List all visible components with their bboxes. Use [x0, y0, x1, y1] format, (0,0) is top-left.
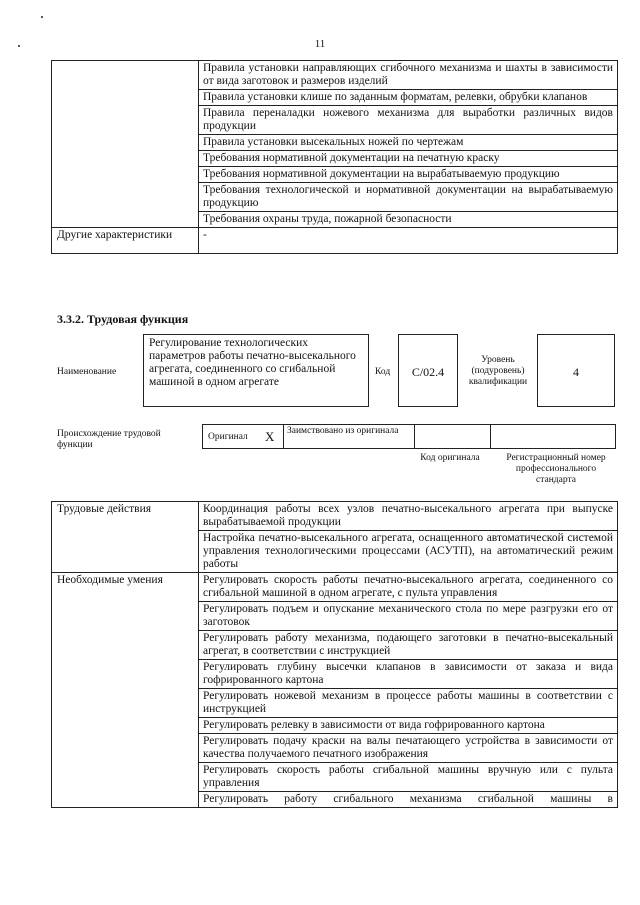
knowledge-item: Правила установки направляющих сгибочного механизма и шахты в зависимости от вида заготовок и размеров изделий [199, 61, 618, 90]
scan-speck [41, 16, 43, 18]
section-title: 3.3.2. Трудовая функция [57, 312, 189, 326]
knowledge-item: Требования нормативной документации на вырабатываемую продукцию [199, 167, 618, 183]
origin-label: Происхождение трудовой функции [57, 429, 161, 450]
knowledge-item: Требования нормативной документации на печатную краску [199, 151, 618, 167]
skill-item: Регулировать скорость работы печатно-высекального агрегата, соединенного со сгибальной машиной в одном агрегате, с пульта управления [199, 573, 618, 602]
skill-item: Регулировать ножевой механизм в процессе работы машины в соответствии с инструкцией [199, 689, 618, 718]
skill-item: Регулировать работу сгибального механизма сгибальной машины в [199, 792, 618, 808]
level-label: Уровень (подуровень) квалификации [468, 355, 528, 387]
reg-number-cell [490, 425, 615, 448]
level-box: 4 [537, 334, 615, 407]
labor-actions-label: Трудовые действия [52, 502, 199, 573]
borrowed-label: Заимствовано из оригинала [287, 426, 399, 436]
labor-function-table [51, 501, 618, 808]
name-label: Наименование [57, 367, 117, 377]
left-cell-empty [52, 61, 199, 228]
original-mark: X [265, 429, 275, 444]
skill-item: Регулировать работу механизма, подающего заготовки в печатно-высекальный агрегат, в соответствии с инструкцией [199, 631, 618, 660]
knowledge-item: Требования охраны труда, пожарной безопасности [199, 212, 618, 228]
table-row [52, 502, 618, 531]
labor-action-item: Координация работы всех узлов печатно-высекального агрегата при выпуске вырабатываемой продукции [199, 502, 618, 531]
skill-item: Регулировать подачу краски на валы печатающего устройства в зависимости от качества получаемого печатного изображения [199, 734, 618, 763]
skill-item: Регулировать скорость работы сгибальной машины вручную или с пульта управления [199, 763, 618, 792]
function-name-box: Регулирование технологических параметров работы печатно-высекального агрегата, соединенного со сгибальной машиной в одном агрегате [143, 334, 369, 407]
code-original-caption: Код оригинала [420, 453, 480, 463]
code-original-cell [414, 425, 490, 448]
knowledge-table [51, 60, 618, 254]
knowledge-item: Требования технологической и нормативной документации на вырабатываемую продукцию [199, 183, 618, 212]
reg-number-caption: Регистрационный номер профессионального стандарта [506, 453, 606, 485]
table-row [52, 573, 618, 602]
code-label: Код [375, 367, 391, 377]
borrowed-cell [283, 425, 414, 448]
original-label: Оригинал [208, 432, 248, 442]
skills-label: Необходимые умения [52, 573, 199, 808]
labor-action-item: Настройка печатно-высекального агрегата, оснащенного автоматической системой управления технологическими процессами (АСУТП), на автоматический режим работы [199, 531, 618, 573]
knowledge-item: Правила переналадки ножевого механизма для выработки различных видов продукции [199, 106, 618, 135]
skill-item: Регулировать релевку в зависимости от вида гофрированного картона [199, 718, 618, 734]
table-row [52, 61, 618, 90]
page-number: 11 [314, 38, 326, 50]
origin-strip [202, 424, 616, 449]
knowledge-item: Правила установки высекальных ножей по чертежам [199, 135, 618, 151]
other-characteristics-value: - [199, 228, 618, 254]
knowledge-item: Правила установки клише по заданным форматам, релевки, обрубки клапанов [199, 90, 618, 106]
other-characteristics-label: Другие характеристики [52, 228, 199, 254]
code-box: C/02.4 [398, 334, 458, 407]
table-row [52, 228, 618, 254]
skill-item: Регулировать глубину высечки клапанов в зависимости от заказа и вида гофрированного картона [199, 660, 618, 689]
skill-item: Регулировать подъем и опускание механического стола по мере разгрузки его от заготовок [199, 602, 618, 631]
